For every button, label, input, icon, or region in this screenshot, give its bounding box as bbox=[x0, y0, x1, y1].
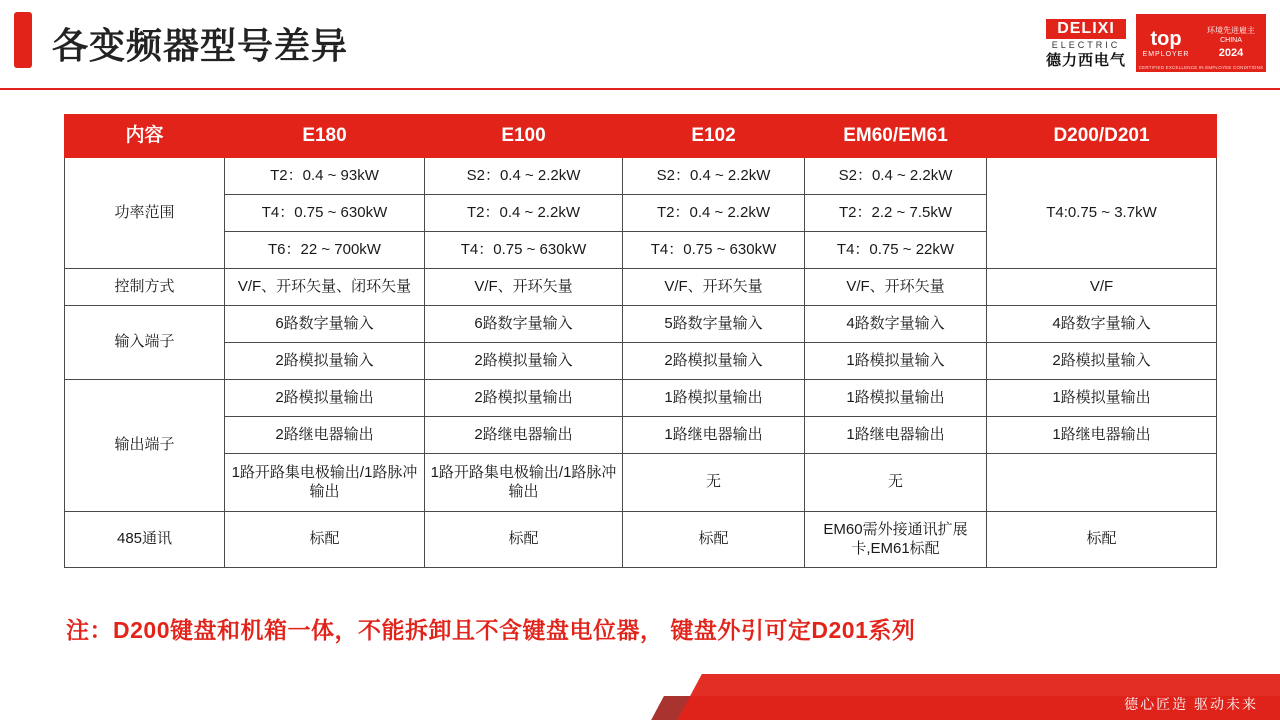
row-label: 控制方式 bbox=[65, 269, 225, 306]
row-label: 输入端子 bbox=[65, 306, 225, 380]
table-cell: 2路模拟量输入 bbox=[987, 343, 1217, 380]
top-employer-badge-right bbox=[1196, 25, 1266, 61]
table-cell: 5路数字量输入 bbox=[623, 306, 805, 343]
table-row bbox=[65, 343, 1217, 380]
delixi-logo-name-en: DELIXI bbox=[1046, 19, 1126, 39]
table-cell: S2：0.4 ~ 2.2kW bbox=[425, 158, 623, 195]
table-row bbox=[65, 417, 1217, 454]
table-cell: T4:0.75 ~ 3.7kW bbox=[987, 158, 1217, 269]
footnote: 注：D200键盘和机箱一体，不能拆卸且不含键盘电位器， 键盘外引可定D201系列 bbox=[66, 617, 916, 643]
table-cell: 2路模拟量输入 bbox=[225, 343, 425, 380]
table-row bbox=[65, 158, 1217, 195]
table-cell: 标配 bbox=[225, 512, 425, 568]
table-cell: V/F、开环矢量、闭环矢量 bbox=[225, 269, 425, 306]
table-header-cell: E180 bbox=[225, 115, 425, 158]
table-cell: V/F、开环矢量 bbox=[425, 269, 623, 306]
spec-table bbox=[64, 114, 1217, 568]
table-cell: 无 bbox=[623, 454, 805, 512]
table-cell: 2路继电器输出 bbox=[425, 417, 623, 454]
table-cell: T4：0.75 ~ 630kW bbox=[225, 195, 425, 232]
table-cell: 1路继电器输出 bbox=[623, 417, 805, 454]
header-divider bbox=[0, 88, 1280, 90]
table-cell: 4路数字量输入 bbox=[805, 306, 987, 343]
table-cell: 标配 bbox=[425, 512, 623, 568]
table-header-cell: EM60/EM61 bbox=[805, 115, 987, 158]
table-cell: 2路模拟量输入 bbox=[623, 343, 805, 380]
table-cell: 无 bbox=[805, 454, 987, 512]
delixi-logo bbox=[1046, 19, 1130, 68]
table-header-cell: E100 bbox=[425, 115, 623, 158]
table-cell: 标配 bbox=[623, 512, 805, 568]
table-cell: T2：0.4 ~ 2.2kW bbox=[425, 195, 623, 232]
title-accent-bar bbox=[14, 12, 32, 68]
table-cell: 2路模拟量输出 bbox=[425, 380, 623, 417]
table-cell: 2路模拟量输入 bbox=[425, 343, 623, 380]
table-cell: T2：0.4 ~ 93kW bbox=[225, 158, 425, 195]
slide-header bbox=[0, 0, 1280, 90]
delixi-logo-name-cn: 德力西电气 bbox=[1045, 51, 1126, 69]
table-cell: S2：0.4 ~ 2.2kW bbox=[805, 158, 987, 195]
table-row bbox=[65, 512, 1217, 568]
row-label: 功率范围 bbox=[65, 158, 225, 269]
table-cell: V/F、开环矢量 bbox=[805, 269, 987, 306]
table-cell: T4：0.75 ~ 630kW bbox=[425, 232, 623, 269]
table-cell: T2：2.2 ~ 7.5kW bbox=[805, 195, 987, 232]
table-cell: 1路开路集电极输出/1路脉冲输出 bbox=[425, 454, 623, 512]
top-employer-badge-left bbox=[1136, 29, 1196, 58]
table-cell: V/F bbox=[987, 269, 1217, 306]
table-cell: 4路数字量输入 bbox=[987, 306, 1217, 343]
top-employer-caption: CERTIFIED EXCELLENCE IN EMPLOYEE CONDITIONS bbox=[1138, 65, 1264, 70]
table-row bbox=[65, 306, 1217, 343]
table-cell: 1路模拟量输入 bbox=[805, 343, 987, 380]
table-cell: T2：0.4 ~ 2.2kW bbox=[623, 195, 805, 232]
delixi-logo-name-en-sub: ELECTRIC bbox=[1051, 39, 1121, 50]
table-cell: T6：22 ~ 700kW bbox=[225, 232, 425, 269]
table-cell: EM60需外接通讯扩展卡,EM61标配 bbox=[805, 512, 987, 568]
table-header-cell: D200/D201 bbox=[987, 115, 1217, 158]
row-label: 485通讯 bbox=[65, 512, 225, 568]
top-employer-line1: top bbox=[1150, 27, 1182, 50]
top-employer-country: CHINA bbox=[1220, 37, 1242, 44]
footer-slogan: 德心匠造 驱动未来 bbox=[1124, 696, 1258, 712]
table-cell: 1路模拟量输出 bbox=[987, 380, 1217, 417]
page-title: 各变频器型号差异 bbox=[52, 25, 349, 66]
table-cell: V/F、开环矢量 bbox=[623, 269, 805, 306]
table-cell: T4：0.75 ~ 22kW bbox=[805, 232, 987, 269]
table-cell: 2路模拟量输出 bbox=[225, 380, 425, 417]
table-row bbox=[65, 269, 1217, 306]
spec-table-wrap bbox=[64, 114, 1216, 568]
table-cell: 6路数字量输入 bbox=[225, 306, 425, 343]
table-cell: 1路模拟量输出 bbox=[805, 380, 987, 417]
table-cell: 1路模拟量输出 bbox=[623, 380, 805, 417]
table-cell: 2路继电器输出 bbox=[225, 417, 425, 454]
table-header-row bbox=[65, 115, 1217, 158]
top-employer-cn: 环境先进雇主 bbox=[1207, 25, 1255, 35]
table-row bbox=[65, 454, 1217, 512]
table-cell: 1路开路集电极输出/1路脉冲输出 bbox=[225, 454, 425, 512]
table-cell: 标配 bbox=[987, 512, 1217, 568]
top-employer-line2: EMPLOYER bbox=[1142, 50, 1190, 58]
table-header-cell: 内容 bbox=[65, 115, 225, 158]
top-employer-badge bbox=[1136, 14, 1266, 72]
table-cell: 1路继电器输出 bbox=[987, 417, 1217, 454]
row-label: 输出端子 bbox=[65, 380, 225, 512]
top-employer-year: 2024 bbox=[1218, 46, 1244, 59]
table-cell: 6路数字量输入 bbox=[425, 306, 623, 343]
table-cell bbox=[987, 454, 1217, 512]
logo-area bbox=[1046, 14, 1266, 72]
table-row bbox=[65, 380, 1217, 417]
table-cell: 1路继电器输出 bbox=[805, 417, 987, 454]
table-cell: T4：0.75 ~ 630kW bbox=[623, 232, 805, 269]
table-cell: S2：0.4 ~ 2.2kW bbox=[623, 158, 805, 195]
table-header-cell: E102 bbox=[623, 115, 805, 158]
footer-band bbox=[0, 674, 1280, 720]
